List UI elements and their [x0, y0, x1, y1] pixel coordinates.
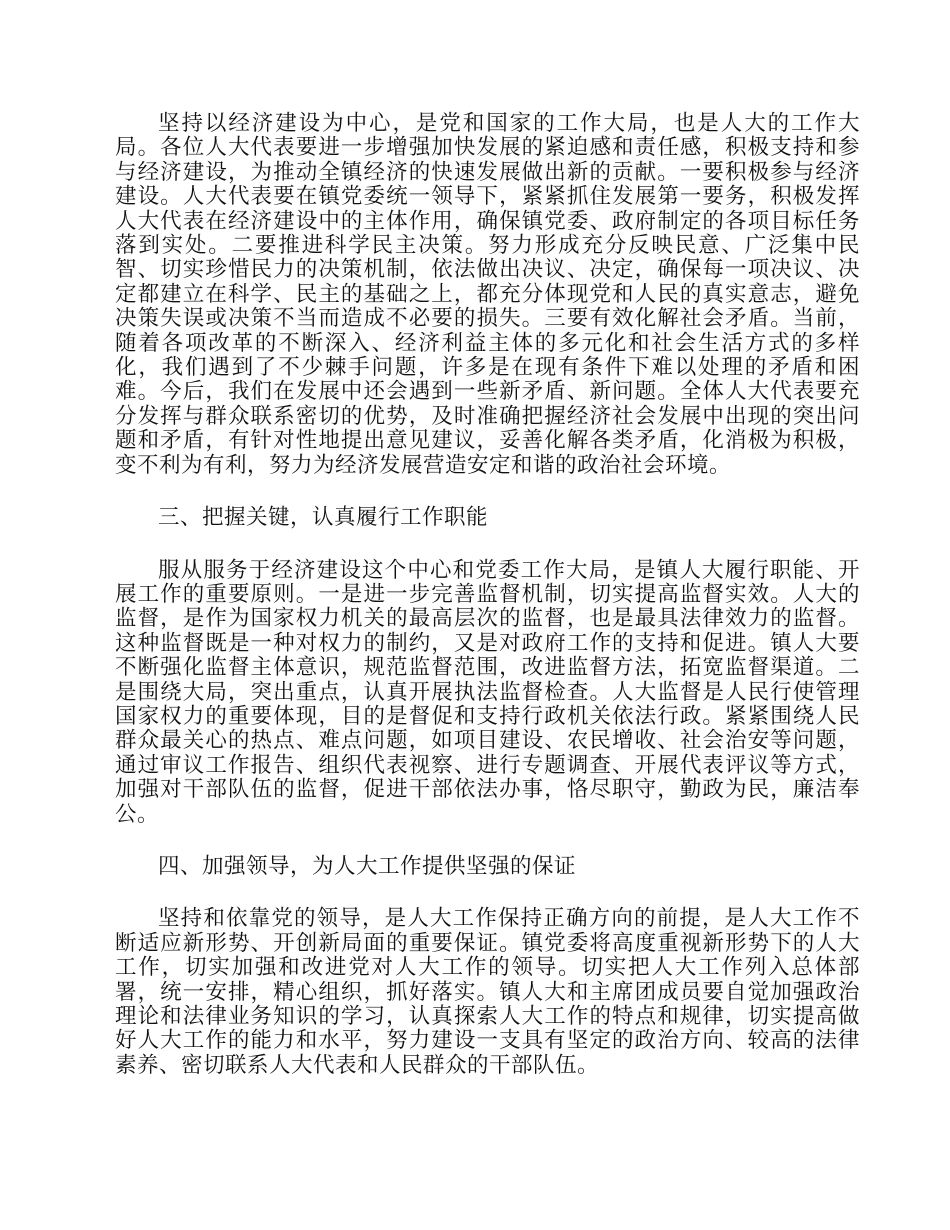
section-heading: 三、把握关键，认真履行工作职能	[158, 505, 489, 531]
body-paragraph: 坚持和依靠党的领导，是人大工作保持正确方向的前提，是人大工作不断适应新形势、开创新局面的重要保证。镇党委将高度重视新形势下的人大工作，切实加强和改进党对人大工作的领导。切实把人大工作列入总体部署，统一安排，精心组织，抓好落实。镇人大和主席团成员要自觉加强政治理论和法律业务知识的学习，认真探索人大工作的特点和规律，切实提高做好人大工作的能力和水平，努力建设一支具有坚定的政治方向、较高的法律素养、密切联系人大代表和人民群众的干部队伍。	[115, 906, 860, 1078]
body-paragraph: 服从服务于经济建设这个中心和党委工作大局，是镇人大履行职能、开展工作的重要原则。一是进一步完善监督机制，切实提高监督实效。人大的监督，是作为国家权力机关的最高层次的监督，也是最具法律效力的监督。这种监督既是一种对权力的制约，又是对政府工作的支持和促进。镇人大要不断强化监督主体意识，规范监督范围，改进监督方法，拓宽监督渠道。二是围绕大局，突出重点，认真开展执法监督检查。人大监督是人民行使管理国家权力的重要体现，目的是督促和支持行政机关依法行政。紧紧围绕人民群众最关心的热点、难点问题，如项目建设、农民增收、社会治安等问题，通过审议工作报告、组织代表视察、进行专题调查、开展代表评议等方式，加强对干部队伍的监督，促进干部依法办事，恪尽职守，勤政为民，廉洁奉公。	[115, 557, 860, 827]
body-paragraph: 坚持以经济建设为中心，是党和国家的工作大局，也是人大的工作大局。各位人大代表要进一步增强加快发展的紧迫感和责任感，积极支持和参与经济建设，为推动全镇经济的快速发展做出新的贡献。一要积极参与经济建设。人大代表要在镇党委统一领导下，紧紧抓住发展第一要务，积极发挥人大代表在经济建设中的主体作用，确保镇党委、政府制定的各项目标任务落到实处。二要推进科学民主决策。努力形成充分反映民意、广泛集中民智、切实珍惜民力的决策机制，依法做出决议、决定，确保每一项决议、决定都建立在科学、民主的基础之上，都充分体现党和人民的真实意志，避免决策失误或决策不当而造成不必要的损失。三要有效化解社会矛盾。当前，随着各项改革的不断深入、经济利益主体的多元化和社会生活方式的多样化，我们遇到了不少棘手问题，许多是在现有条件下难以处理的矛盾和困难。今后，我们在发展中还会遇到一些新矛盾、新问题。全体人大代表要充分发挥与群众联系密切的优势，及时准确把握经济社会发展中出现的突出问题和矛盾，有针对性地提出意见建议，妥善化解各类矛盾，化消极为积极，变不利为有利，努力为经济发展营造安定和谐的政治社会环境。	[115, 111, 860, 478]
document-page	[115, 112, 860, 1078]
section-heading: 四、加强领导，为人大工作提供坚强的保证	[158, 853, 577, 879]
